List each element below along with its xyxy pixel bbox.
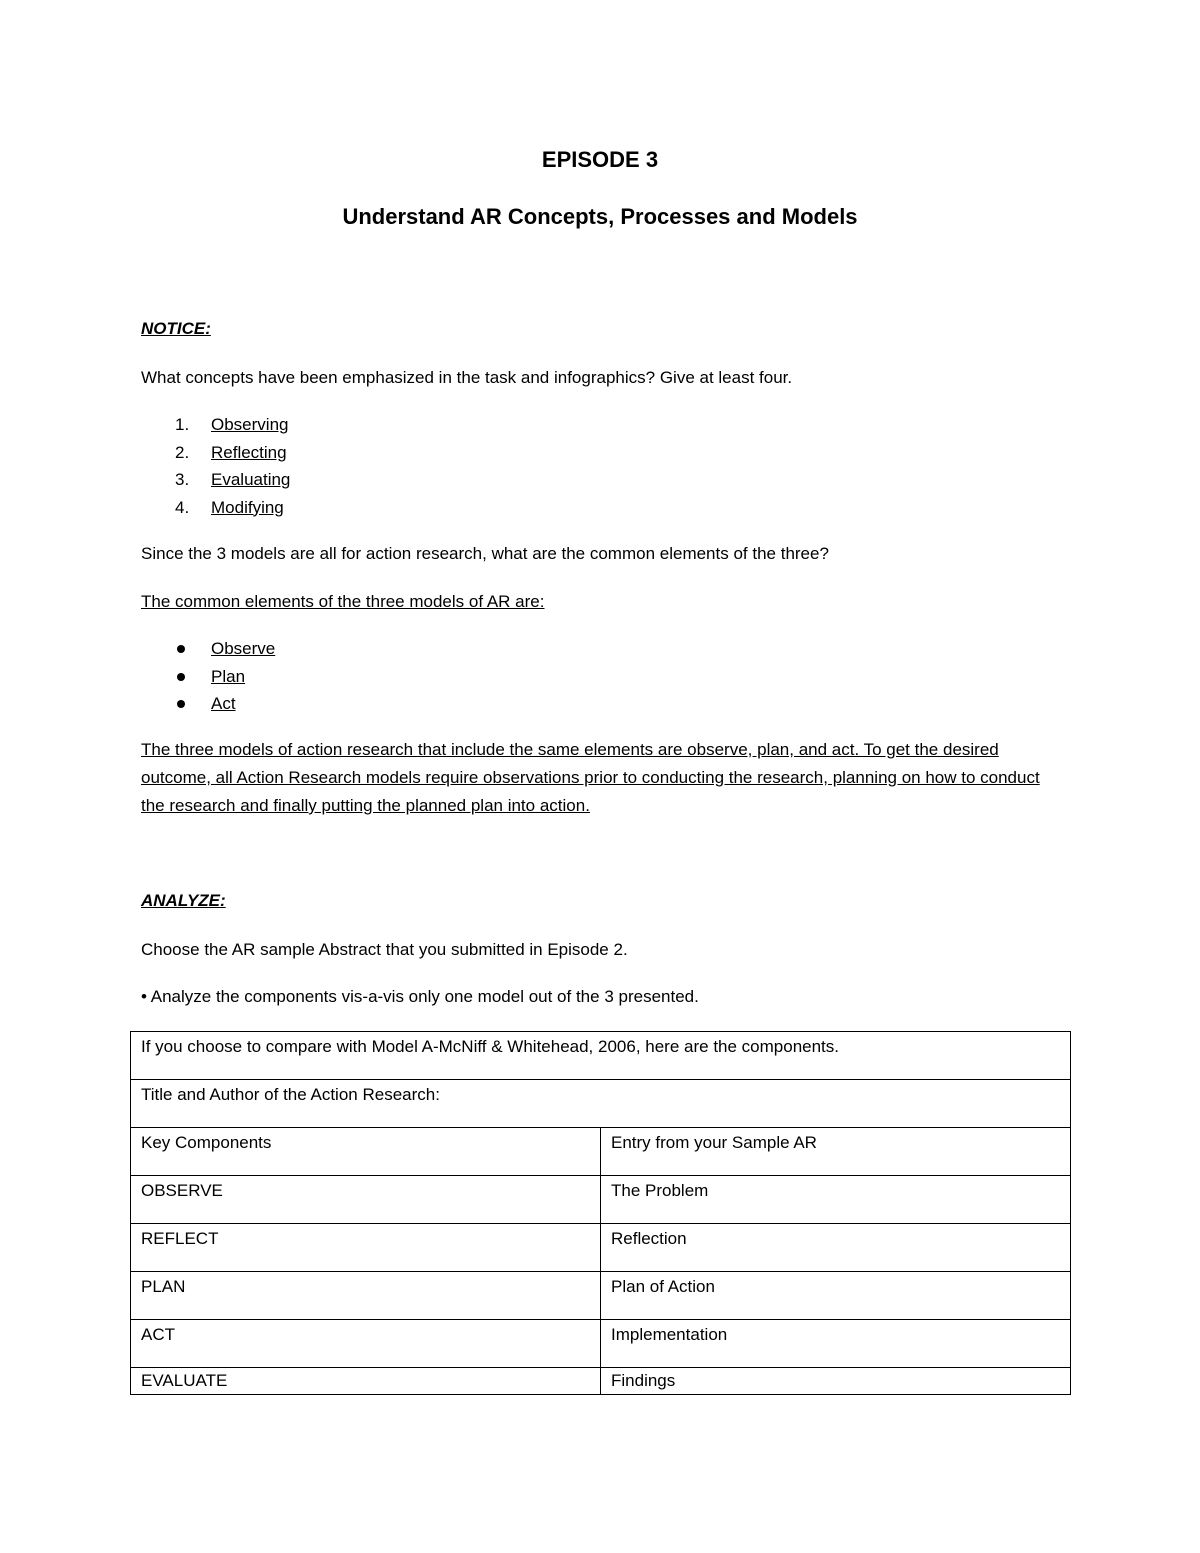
- list-item: [211, 666, 275, 694]
- list-number: 2.: [175, 442, 190, 462]
- table-title-cell: Title and Author of the Action Research:: [131, 1080, 1071, 1128]
- concept-text: Observing: [211, 415, 289, 434]
- bullet-icon: [177, 645, 185, 653]
- bullet-icon: [177, 673, 185, 681]
- table-header-cell: Entry from your Sample AR: [601, 1128, 1071, 1176]
- list-item: [175, 469, 291, 497]
- list-item: [211, 638, 275, 666]
- analyze-instruction-1: Choose the AR sample Abstract that you submitted in Episode 2.: [141, 940, 628, 959]
- list-item: [175, 497, 290, 525]
- concepts-list: [175, 414, 291, 524]
- common-elements-list: [211, 638, 275, 721]
- page-subtitle: Understand AR Concepts, Processes and Models: [342, 204, 858, 229]
- table-cell: REFLECT: [131, 1224, 601, 1272]
- table-row: [131, 1032, 1071, 1080]
- notice-question-1: What concepts have been emphasized in the task and infographics? Give at least four.: [141, 368, 793, 387]
- element-text: Observe: [211, 639, 276, 658]
- components-table: [130, 1031, 1071, 1395]
- element-text: Plan: [211, 666, 246, 686]
- table-row: [131, 1320, 1071, 1368]
- list-number: 1.: [175, 415, 190, 434]
- list-number: 3.: [175, 470, 190, 489]
- episode-title: EPISODE 3: [541, 147, 659, 172]
- table-row: [131, 1176, 1071, 1224]
- table-header-cell: Key Components: [131, 1128, 601, 1176]
- table-cell: Reflection: [601, 1224, 1071, 1272]
- table-cell: The Problem: [601, 1176, 1071, 1224]
- table-cell: Implementation: [601, 1320, 1071, 1368]
- summary-paragraph: The three models of action research that include the same elements are observe, plan, and act. To get the desired outcome, all Action Research models require observations prior to conducting the research, planning on how to conduct the research and finally putting the planned plan into action.: [141, 740, 1040, 815]
- table-intro-cell: If you choose to compare with Model A-McNiff & Whitehead, 2006, here are the components.: [131, 1032, 1071, 1080]
- table-cell: EVALUATE: [131, 1368, 601, 1395]
- list-item: [175, 442, 290, 470]
- table-row: [131, 1368, 1071, 1395]
- table-row: [131, 1272, 1071, 1320]
- table-cell: PLAN: [131, 1272, 601, 1320]
- table-row: [131, 1224, 1071, 1272]
- concept-text: Reflecting: [211, 442, 287, 462]
- table-cell: ACT: [131, 1320, 601, 1368]
- list-item: [211, 693, 275, 721]
- common-elements-intro: The common elements of the three models of AR are:: [141, 592, 545, 611]
- element-text: Act: [211, 694, 236, 713]
- notice-heading: NOTICE:: [141, 319, 211, 338]
- concept-text: Evaluating: [211, 470, 291, 489]
- notice-question-2: Since the 3 models are all for action research, what are the common elements of the three?: [141, 544, 829, 563]
- table-cell: OBSERVE: [131, 1176, 601, 1224]
- table-row: [131, 1080, 1071, 1128]
- table-cell: Plan of Action: [601, 1272, 1071, 1320]
- analyze-heading: ANALYZE:: [141, 891, 226, 910]
- analyze-instruction-2: • Analyze the components vis-a-vis only one model out of the 3 presented.: [141, 987, 699, 1006]
- table-cell: Findings: [601, 1368, 1071, 1395]
- table-header-row: [131, 1128, 1071, 1176]
- list-item: [175, 414, 290, 442]
- bullet-icon: [177, 700, 185, 708]
- list-number: 4.: [175, 497, 190, 517]
- concept-text: Modifying: [211, 497, 284, 517]
